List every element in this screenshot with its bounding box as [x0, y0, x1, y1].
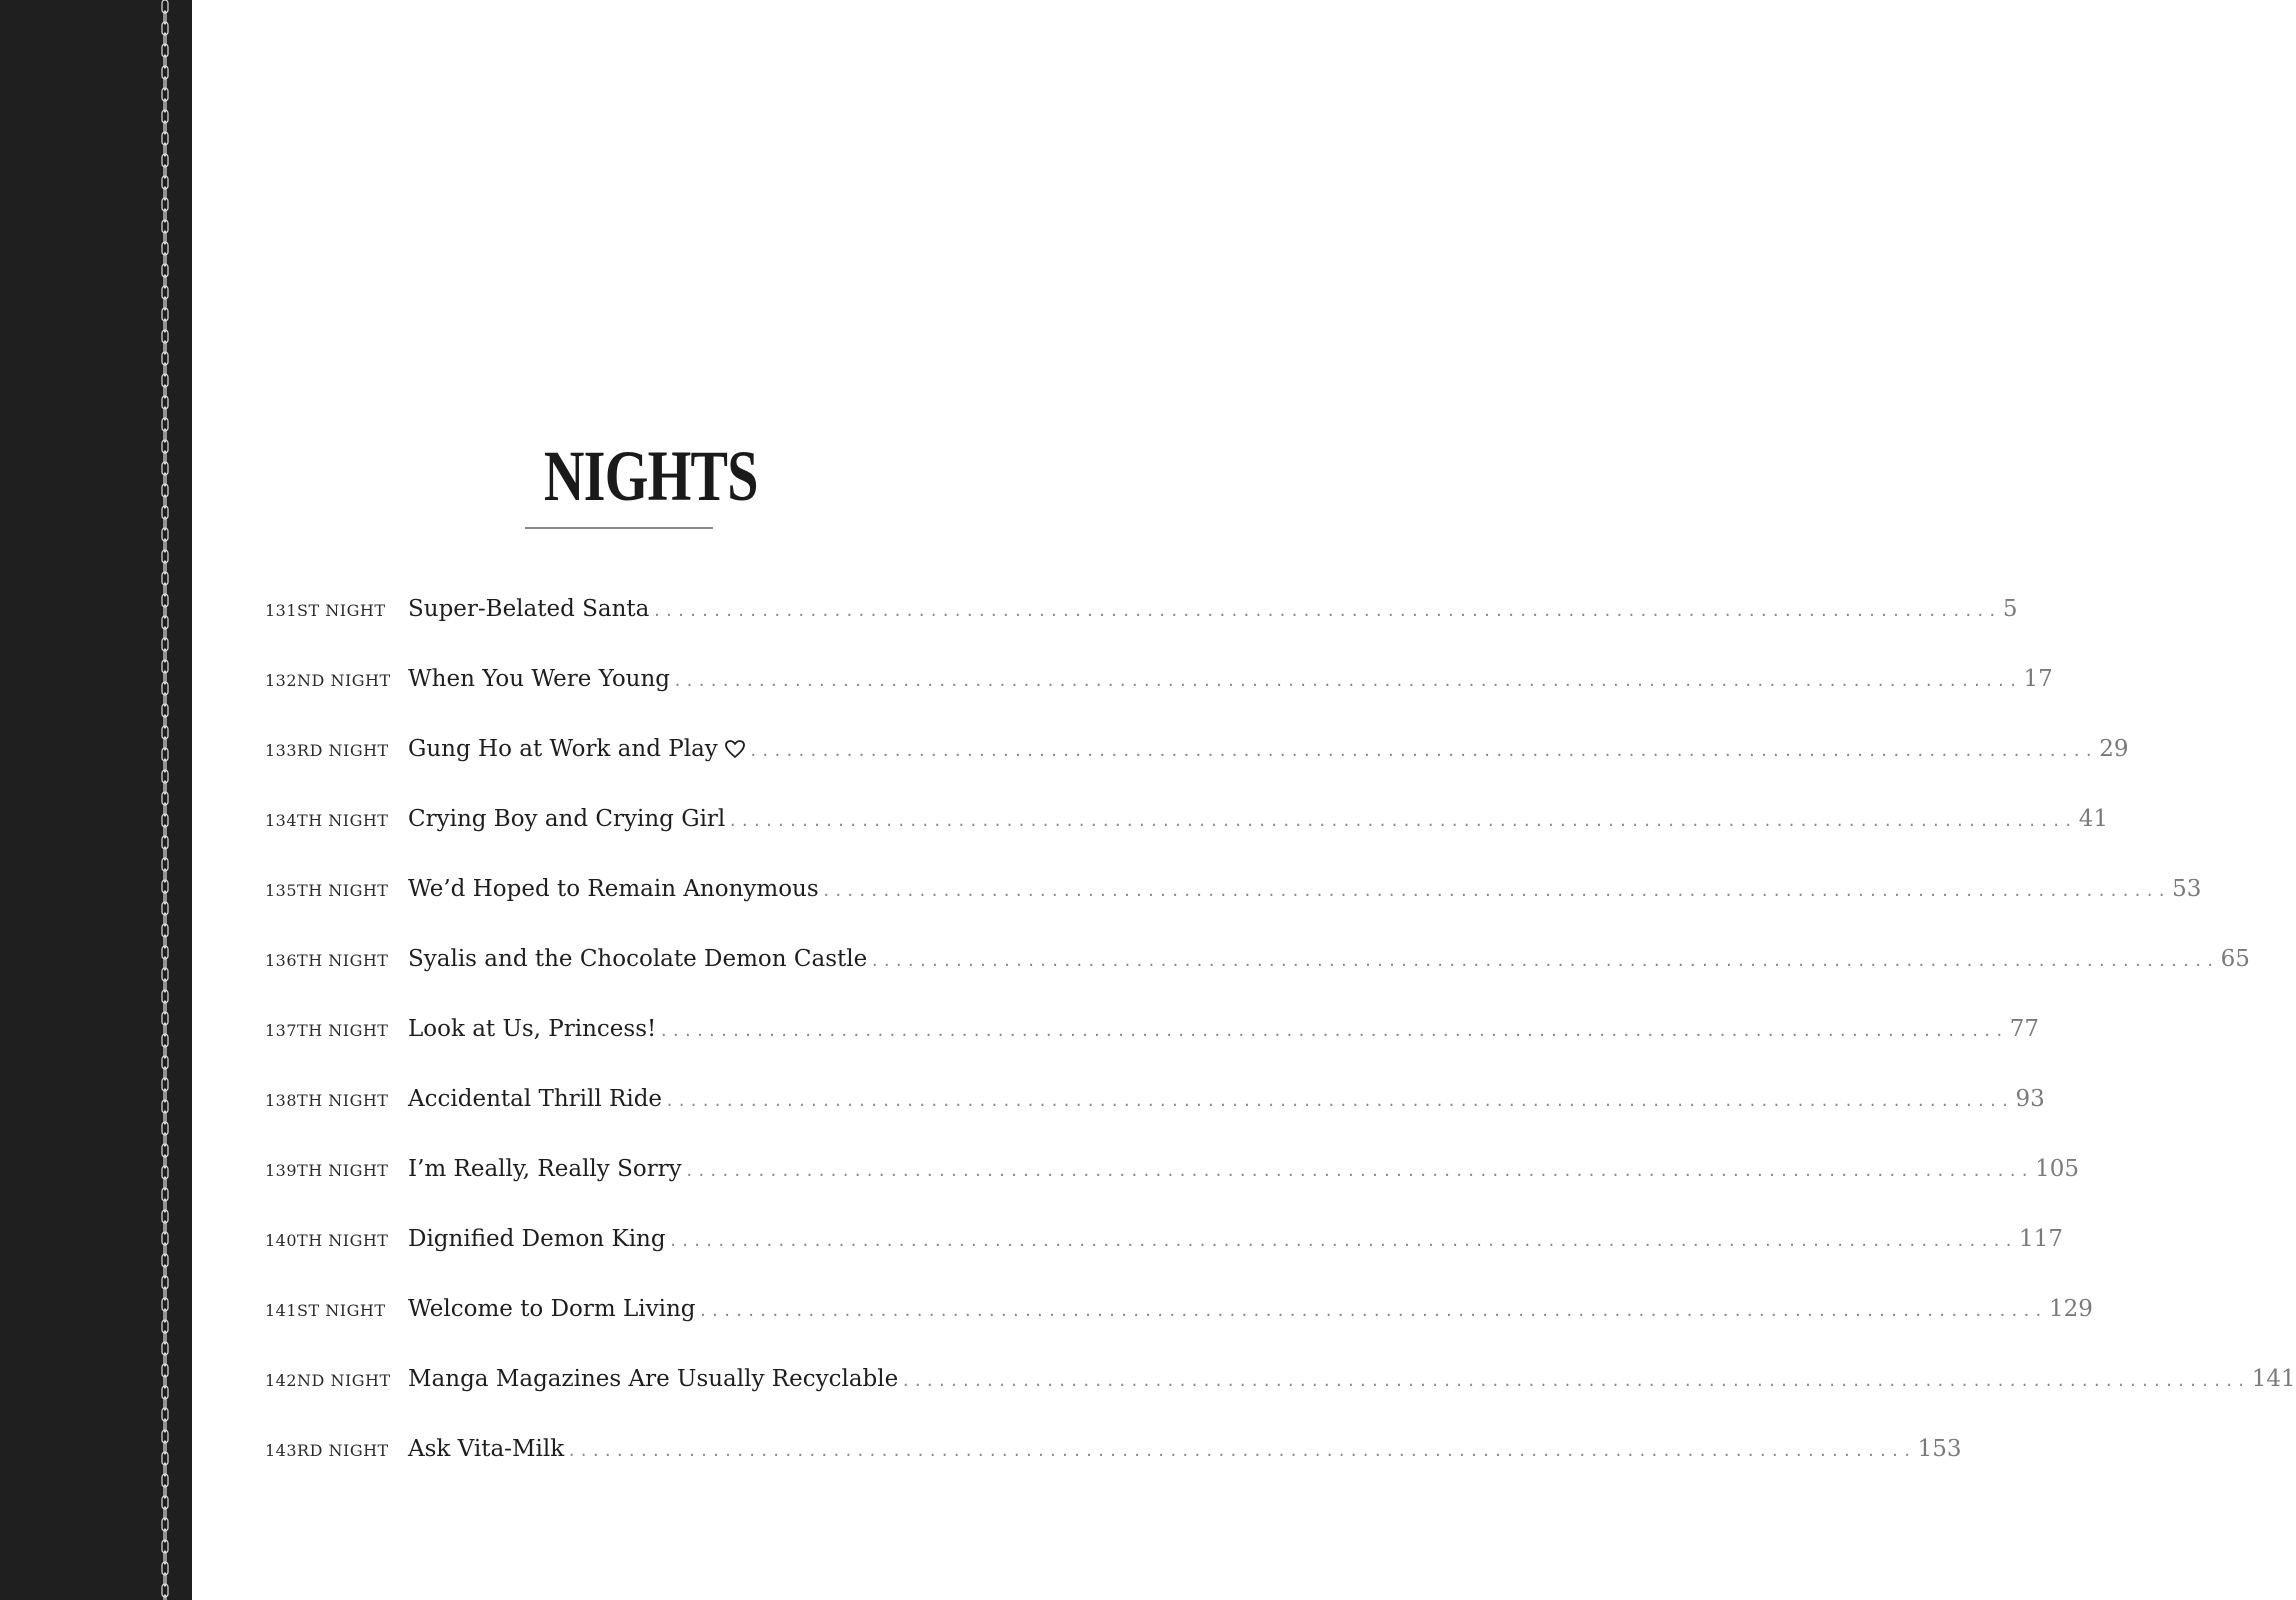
page-title: NIGHTS: [543, 436, 758, 516]
night-label: 142ND NIGHT: [265, 1371, 391, 1390]
chapter-title[interactable]: Dignified Demon King: [408, 1226, 666, 1252]
page-number: 65: [2220, 946, 2250, 972]
chapter-title[interactable]: Manga Magazines Are Usually Recyclable: [408, 1366, 899, 1392]
night-label: 137TH NIGHT: [265, 1021, 389, 1040]
toc-entry[interactable]: [265, 656, 2053, 696]
toc-entry[interactable]: [265, 1286, 2093, 1326]
chapter-title[interactable]: We’d Hoped to Remain Anonymous: [408, 876, 819, 902]
toc-entry[interactable]: [265, 866, 2202, 906]
chapter-title[interactable]: Ask Vita-Milk: [408, 1436, 565, 1462]
chapter-title[interactable]: Look at Us, Princess!: [408, 1016, 657, 1042]
dot-leader: ................................................................................................................: [870, 952, 2218, 970]
chapter-title: Gung Ho at Work and Play: [408, 736, 718, 762]
toc-entry[interactable]: [265, 726, 2129, 766]
chapter-title[interactable]: Crying Boy and Crying Girl: [408, 806, 726, 832]
dot-leader: ................................................................................................................: [684, 1162, 2033, 1180]
page-number: 129: [2048, 1296, 2093, 1322]
night-label: 140TH NIGHT: [265, 1231, 389, 1250]
night-label: 135TH NIGHT: [265, 881, 389, 900]
dot-leader: ................................................................................................................: [901, 1372, 2249, 1390]
night-label: 131ST NIGHT: [265, 601, 386, 620]
chapter-title[interactable]: When You Were Young: [408, 666, 671, 692]
toc-entry[interactable]: [265, 1426, 1962, 1466]
dot-leader: ................................................................................................................: [821, 882, 2170, 900]
toc-entry[interactable]: [265, 796, 2109, 836]
dot-leader: ................................................................................................................: [659, 1022, 2007, 1040]
chapter-title[interactable]: Welcome to Dorm Living: [408, 1296, 696, 1322]
toc-entry[interactable]: [265, 1216, 2063, 1256]
page-number: 141: [2251, 1366, 2296, 1392]
night-label: 138TH NIGHT: [265, 1091, 389, 1110]
dot-leader: ................................................................................................................: [668, 1232, 2017, 1250]
dot-leader: ................................................................................................................: [673, 672, 2021, 690]
toc-entry[interactable]: [265, 936, 2250, 976]
chapter-title[interactable]: I’m Really, Really Sorry: [408, 1156, 682, 1182]
page-number: 29: [2099, 736, 2129, 762]
page-number: 5: [2002, 596, 2018, 622]
night-label: 132ND NIGHT: [265, 671, 391, 690]
toc-entry[interactable]: [265, 1356, 2296, 1396]
dot-leader: ................................................................................................................: [567, 1442, 1915, 1460]
night-label: 139TH NIGHT: [265, 1161, 389, 1180]
night-label: 143RD NIGHT: [265, 1441, 389, 1460]
dot-leader: ................................................................................................................: [652, 602, 2000, 620]
chapter-title[interactable]: Super-Belated Santa: [408, 596, 650, 622]
chapter-title[interactable]: Accidental Thrill Ride: [408, 1086, 663, 1112]
page-number: 17: [2023, 666, 2053, 692]
toc-entry[interactable]: [265, 1076, 2045, 1116]
page-number: 117: [2019, 1226, 2063, 1252]
toc-entry[interactable]: [265, 586, 2018, 626]
night-label: 134TH NIGHT: [265, 811, 389, 830]
toc-entry[interactable]: [265, 1146, 2080, 1186]
page-number: 105: [2035, 1156, 2080, 1182]
toc-entry[interactable]: [265, 1006, 2040, 1046]
page-number: 53: [2172, 876, 2202, 902]
page-number: 153: [1917, 1436, 1962, 1462]
dot-leader: ................................................................................................................: [748, 742, 2097, 760]
night-label: 136TH NIGHT: [265, 951, 389, 970]
heart-icon: [724, 739, 746, 759]
page-number: 93: [2015, 1086, 2045, 1112]
chapter-title-with-heart[interactable]: [408, 736, 746, 762]
night-label: 133RD NIGHT: [265, 741, 389, 760]
chapter-title[interactable]: Syalis and the Chocolate Demon Castle: [408, 946, 868, 972]
page-number: 41: [2078, 806, 2109, 832]
page-number: 77: [2009, 1016, 2040, 1042]
dot-leader: ................................................................................................................: [698, 1302, 2046, 1320]
night-label: 141ST NIGHT: [265, 1301, 386, 1320]
dot-leader: ................................................................................................................: [728, 812, 2076, 830]
dot-leader: ................................................................................................................: [665, 1092, 2013, 1110]
